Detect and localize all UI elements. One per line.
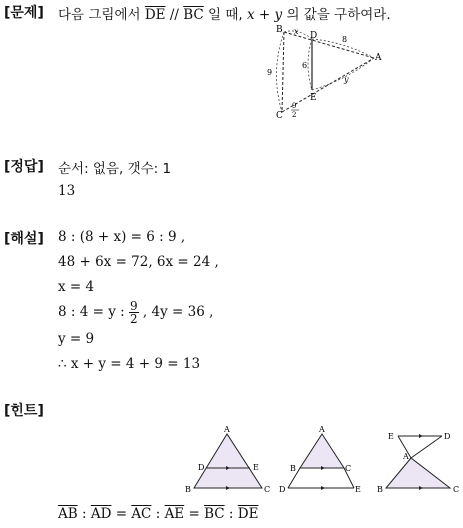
fraction-denominator: 2 [129,312,138,326]
solution-tag: [해설] [4,231,44,247]
problem-text-mid: 일 때, [208,7,243,23]
formula-equals-2: = [188,506,200,522]
hint3-label-e: E [388,432,394,441]
hint2-label-d: D [279,485,286,494]
solution-line-3: x = 4 [58,279,95,295]
hint-tag: [힌트] [4,403,44,419]
label-b: B [276,25,283,35]
hint3-label-a: A [403,452,409,461]
formula-ad: $\overline{AD}$ [90,506,112,522]
length-bc: 9 [267,68,273,77]
answer-meta: 순서: 없음, 갯수: 1 [58,161,172,177]
hint2-label-e: E [355,485,361,494]
label-e: E [310,93,317,103]
formula-ac: $\overline{AC}$ [131,506,152,522]
formula-colon-3: : [228,506,234,522]
formula-equals-1: = [115,506,128,522]
label-a: A [375,53,382,63]
hint3-label-c: C [453,485,460,494]
solution-line-2: 48 + 6x = 72, 6x = 24 , [58,254,219,270]
hint3-label-b: B [377,485,383,494]
hint-ratio-formula [58,506,258,522]
problem-statement [58,3,391,23]
segment-bc: $\overline{BC}$ [183,7,204,23]
hint1-label-b: B [185,485,191,494]
label-d: D [310,31,318,41]
problem-figure [262,22,392,122]
problem-expression: x + y [247,7,283,23]
answer-tag: [정답] [4,159,44,175]
hint2-label-a: A [319,425,325,434]
hint-figure-1 [182,424,272,496]
problem-text-post: 의 값을 구하여라. [286,7,391,23]
solution-line-4-pre: 8 : 4 = y : [58,304,125,320]
length-bd: x [294,27,299,36]
solution-line-1: 8 : (8 + x) = 6 : 9 , [58,229,186,245]
formula-colon-1: : [81,506,87,522]
hint3-label-d: D [444,432,451,441]
solution-line-5: y = 9 [58,331,95,347]
hint-figure-3 [374,424,462,496]
length-da: 8 [342,35,348,44]
hint1-label-d: D [198,463,205,472]
formula-de: $\overline{DE}$ [237,506,259,522]
length-ce-den: 2 [292,111,297,119]
formula-colon-2: : [155,506,161,522]
solution-line-4-post: , 4y = 36 , [142,304,214,320]
segment-de: $\overline{DE}$ [144,7,166,23]
label-c: C [276,111,283,121]
fraction-numerator: 9 [129,299,138,313]
length-de: 6 [302,61,308,70]
length-ea: y [344,75,349,84]
parallel-symbol: // [169,7,179,23]
hint-figure-2 [278,424,366,496]
hint1-label-e: E [253,463,259,472]
solution-line-4 [58,300,213,325]
hint1-label-a: A [224,425,230,434]
hint2-label-c: C [345,464,352,473]
formula-ab: $\overline{AB}$ [58,506,78,522]
answer-value: 13 [58,183,76,199]
solution-line-6: ∴ x + y = 4 + 9 = 13 [58,356,201,372]
problem-tag: [문제] [4,5,44,21]
formula-ae: $\overline{AE}$ [164,506,185,522]
hint1-label-c: C [264,485,271,494]
problem-text-pre: 다음 그림에서 [58,7,141,23]
formula-bc: $\overline{BC}$ [204,506,225,522]
fraction-nine-halves [129,300,139,325]
length-ce-num: 9 [292,102,297,110]
hint2-label-b: B [290,464,296,473]
